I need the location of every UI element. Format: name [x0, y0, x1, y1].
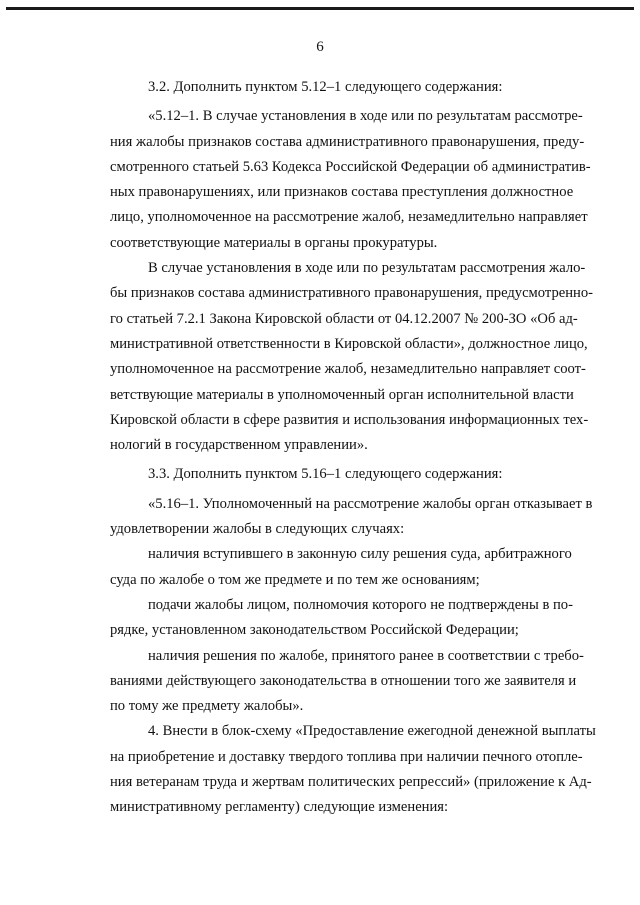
text-line: рядке, установленном законодательством Российской Федерации;: [110, 622, 519, 639]
text-line: «5.16–1. Уполномоченный на рассмотрение жалобы орган отказывает в: [148, 495, 593, 512]
text-line: наличия решения по жалобе, принятого ранее в соответствии с требо-: [148, 647, 584, 664]
text-line: «5.12–1. В случае установления в ходе или по результатам рассмотре-: [148, 108, 583, 125]
text-line: лицо, уполномоченное на рассмотрение жалоб, незамедлительно направляет: [110, 209, 588, 226]
text-line: 3.3. Дополнить пунктом 5.16–1 следующего содержания:: [148, 466, 503, 483]
text-line: уполномоченное на рассмотрение жалоб, незамедлительно направляет соот-: [110, 361, 586, 378]
paragraph: [110, 593, 597, 644]
text-line: ния ветеранам труда и жертвам политических репрессий» (приложение к Ад-: [110, 774, 592, 791]
text-line: го статьей 7.2.1 Закона Кировской области от 04.12.2007 № 200-ЗО «Об ад-: [110, 310, 578, 327]
text-line: на приобретение и доставку твердого топлива при наличии печного отопле-: [110, 748, 583, 765]
document-body: [110, 75, 597, 821]
paragraph: [110, 644, 597, 720]
text-line: ветствующие материалы в уполномоченный орган исполнительной власти: [110, 386, 574, 403]
text-line: по тому же предмету жалобы».: [110, 698, 304, 715]
text-line: бы признаков состава административного правонарушения, предусмотренно-: [110, 285, 593, 302]
text-line: ваниями действующего законодательства в отношении того же заявителя и: [110, 672, 577, 689]
text-line: суда по жалобе о том же предмете и по тем же основаниям;: [110, 571, 480, 588]
paragraph: [110, 542, 597, 593]
text-line: соответствующие материалы в органы прокуратуры.: [110, 234, 438, 251]
paragraph: [110, 75, 597, 100]
paragraph: [110, 719, 597, 820]
text-line: наличия вступившего в законную силу решения суда, арбитражного: [148, 546, 572, 563]
text-line: нологий в государственном управлении».: [110, 437, 368, 454]
text-line: смотренного статьей 5.63 Кодекса Российской Федерации об административ-: [110, 158, 591, 175]
text-line: 3.2. Дополнить пунктом 5.12–1 следующего содержания:: [148, 79, 503, 95]
top-rule: [6, 7, 634, 10]
paragraph: [110, 492, 597, 543]
text-line: ния жалобы признаков состава административного правонарушения, преду-: [110, 133, 585, 150]
paragraph: [110, 462, 597, 487]
text-line: В случае установления в ходе или по результатам рассмотрения жало-: [148, 260, 586, 277]
text-line: Кировской области в сфере развития и использования информационных тех-: [110, 411, 589, 428]
text-line: ных правонарушениях, или признаков состава преступления должностное: [110, 184, 574, 201]
text-line: министративной ответственности в Кировской области», должностное лицо,: [110, 335, 588, 352]
text-line: министративному регламенту) следующие изменения:: [110, 799, 449, 816]
page-number: 6: [316, 39, 324, 55]
text-line: подачи жалобы лицом, полномочия которого не подтверждены в по-: [148, 596, 573, 613]
paragraph: [110, 104, 597, 256]
paragraph: [110, 256, 597, 458]
text-line: 4. Внести в блок-схему «Предоставление ежегодной денежной выплаты: [148, 723, 596, 740]
text-line: удовлетворении жалобы в следующих случаях:: [110, 521, 405, 538]
